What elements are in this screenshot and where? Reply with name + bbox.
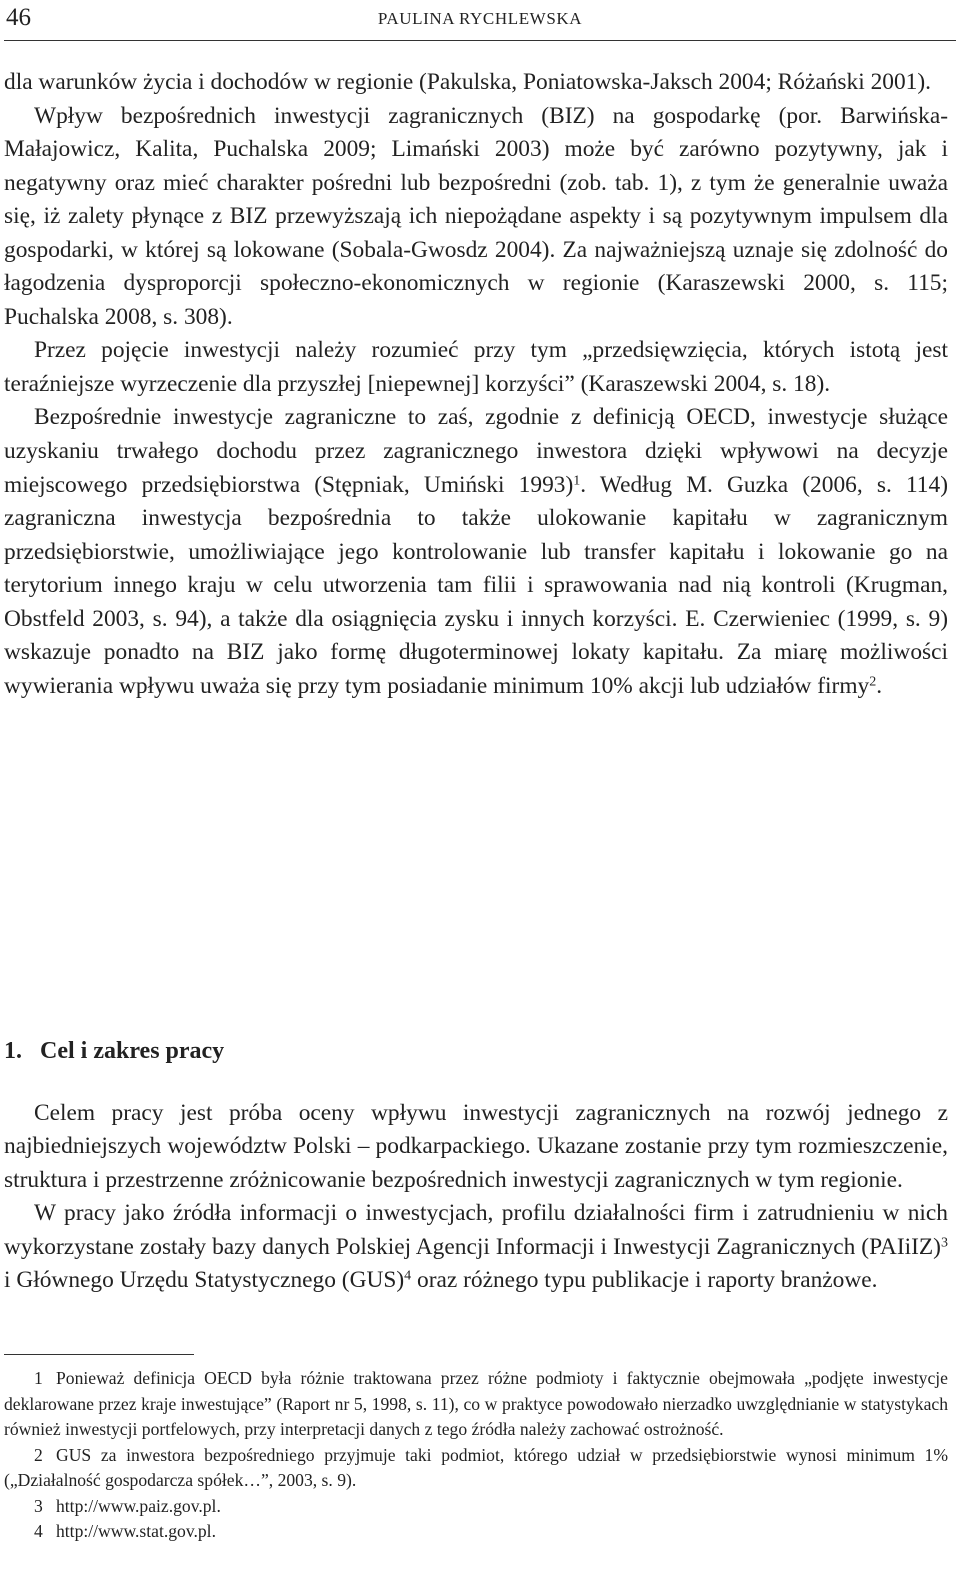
footnote-reference-1[interactable]: 1: [573, 471, 581, 488]
footnote-2: [4, 1443, 948, 1494]
footnote-1: [4, 1366, 948, 1443]
footnote-mark: 1: [34, 1368, 43, 1388]
paragraph-aim: Celem pracy jest próba oceny wpływu inwestycji zagranicznych na rozwój jednego z najbiedniejszych województw Polski – podkarpackiego. Ukazane zostanie przy tym rozmieszczenie, struktura i przestrzenne zróżnicowanie bezpośrednich inwestycji zagranicznych w tym regionie.: [4, 1100, 948, 1193]
footnote-4: [4, 1519, 948, 1545]
footnote-separator: [4, 1354, 194, 1355]
paragraph-fdi-definition: [4, 401, 948, 703]
footnote-mark: 4: [34, 1521, 43, 1541]
footnote-text: GUS za inwestora bezpośredniego przyjmuje taki podmiot, którego udział w przedsiębiorstwie wynosi minimum 1% („Działalność gospodarcza spółek…”, 2003, s. 9).: [4, 1444, 948, 1490]
paragraph-sources: [4, 1197, 948, 1297]
footnote-reference-2[interactable]: 2: [869, 673, 877, 690]
footnotes: [4, 1366, 948, 1545]
paragraph-text: i Głównego Urzędu Statystycznego (GUS): [4, 1267, 405, 1294]
footnote-mark: 3: [34, 1495, 43, 1516]
paragraph-biz-impact: Wpływ bezpośrednich inwestycji zagranicznych (BIZ) na gospodarkę (por. Barwińska-Małajowicz, Kalita, Puchalska 2009; Limański 2003) może być zarówno pozytywny, jak i negatywny oraz mieć charakter pośredni lub bezpośredni (zob. tab. 1), z tym że generalnie uważa się, iż zalety płynące z BIZ przewyższają ich niepożądane aspekty i są pozytywnym impulsem dla gospodarki, w której są lokowane (Sobala-Gwosdz 2004). Za najważniejszą uznaje się zdolność do łagodzenia dysproporcji społeczno-ekonomicznych w regionie (Karaszewski 2000, s. 115; Puchalska 2008, s. 308).: [4, 102, 948, 330]
section-text: [4, 1097, 948, 1297]
footnote-reference-4[interactable]: 4: [404, 1267, 412, 1284]
section-number: 1.: [4, 1038, 22, 1064]
paragraph-text: oraz różnego typu publikacje i raporty branżowe.: [411, 1267, 878, 1294]
footnote-mark: 2: [34, 1444, 43, 1465]
body-text: [4, 66, 948, 703]
paragraph-investment-definition: Przez pojęcie inwestycji należy rozumieć przy tym „przedsięwzięcia, których istotą jest teraźniejsze wyrzeczenie dla przyszłej [niepewnej] korzyści” (Karaszewski 2004, s. 18).: [4, 337, 948, 397]
paragraph-text: Bezpośrednie inwestycje zagraniczne to zaś, zgodnie z definicją OECD, inwestycje służące uzyskaniu trwałego dochodu przez zagranicznego inwestora dzięki wpływowi na decyzje miejscowego przedsiębiorstwa (Stępniak, Umiński 1993): [4, 404, 948, 498]
page-number: 46: [6, 4, 31, 31]
footnote-link[interactable]: http://www.stat.gov.pl.: [56, 1521, 216, 1541]
footnote-text: Ponieważ definicja OECD była różnie traktowana przez różne podmioty i faktycznie obejmowała „podjęte inwestycje deklarowane przez kraje inwestujące” (Raport nr 5, 1998, s. 11), co w praktyce powodowało nierzadko uwzględnianie w statystykach również inwestycji portfelowych, przy interpretacji danych z tego źródła należy zachować ostrożność.: [4, 1368, 948, 1439]
section-title: Cel i zakres pracy: [40, 1038, 225, 1064]
section-heading: [4, 1036, 224, 1066]
footnote-3: [4, 1494, 948, 1520]
footnote-link[interactable]: http://www.paiz.gov.pl.: [56, 1495, 221, 1516]
paragraph-text: W pracy jako źródła informacji o inwestycjach, profilu działalności firm i zatrudnieniu w nich wykorzystane zostały bazy danych Polskiej Agencji Informacji i Inwestycji Zagranicznych (PAIiIZ): [4, 1200, 948, 1260]
header-author: PAULINA RYCHLEWSKA: [377, 9, 583, 28]
footnote-reference-3[interactable]: 3: [940, 1233, 948, 1250]
paragraph-text: .: [876, 672, 883, 699]
running-header: [4, 0, 956, 41]
paragraph-continued: dla warunków życia i dochodów w regionie (Pakulska, Poniatowska-Jaksch 2004; Różański 2001).: [4, 69, 931, 95]
paragraph-text: . Według M. Guzka (2006, s. 114) zagraniczna inwestycja bezpośrednia to także ulokowanie kapitału w zagranicznym przedsiębiorstwie, umożliwiające jego kontrolowanie lub transfer kapitału i lokowanie go na terytorium innego kraju w celu utworzenia tam filii i sprawowania nad nią kontroli (Krugman, Obstfeld 2003, s. 94), a także dla osiągnięcia zysku i innych korzyści. E. Czerwieniec (1999, s. 9) wskazuje ponadto na BIZ jako formę długoterminowej lokaty kapitału. Za miarę możliwości wywierania wpływu uważa się przy tym posiadanie minimum 10% akcji lub udziałów firmy: [4, 471, 948, 699]
